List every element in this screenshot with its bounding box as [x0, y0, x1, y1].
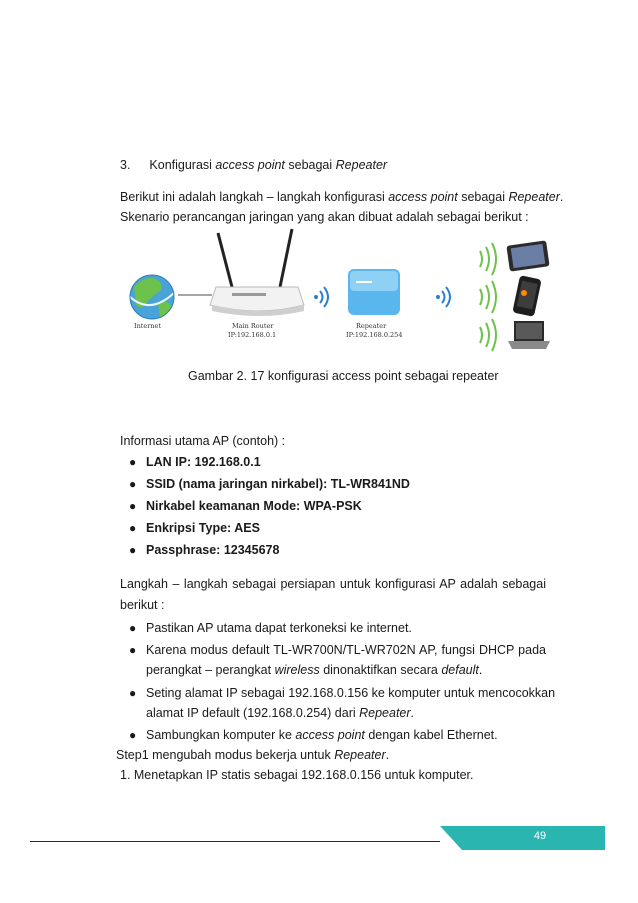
prep-paragraph-line-2: berikut : — [120, 598, 165, 612]
intro-line-1: Berikut ini adalah langkah – langkah konfigurasi access point sebagai Repeater. — [120, 190, 564, 204]
figure-caption: Gambar 2. 17 konfigurasi access point sebagai repeater — [188, 369, 499, 383]
ap-info-heading: Informasi utama AP (contoh) : — [120, 434, 286, 448]
wifi-signal-icon — [480, 243, 496, 351]
list-item: ● Pastikan AP utama dapat terkoneksi ke internet. — [129, 621, 412, 635]
wifi-signal-icon — [314, 287, 328, 307]
list-item: ● Enkripsi Type: AES — [129, 521, 260, 535]
main-router-icon — [210, 229, 304, 316]
internet-globe-icon — [128, 275, 176, 319]
section-heading — [120, 158, 387, 172]
page-number: 49 — [533, 830, 547, 842]
footer-divider — [30, 841, 440, 842]
list-item: ● Sambungkan komputer ke access point dengan kabel Ethernet. — [129, 728, 498, 742]
list-item-continuation: perangkat – perangkat wireless dinonaktifkan secara default. — [146, 663, 483, 677]
list-item: ● Passphrase: 12345678 — [129, 543, 280, 557]
step-1-substep: 1. Menetapkan IP statis sebagai 192.168.0.156 untuk komputer. — [120, 768, 474, 782]
tablet-icon — [506, 240, 549, 271]
list-item-continuation: alamat IP default (192.168.0.254) dari Repeater. — [146, 706, 415, 720]
section-title: Konfigurasi access point sebagai Repeater — [149, 158, 388, 172]
repeater-label: Repeater — [356, 322, 387, 330]
list-item: ● Seting alamat IP sebagai 192.168.0.156 ke komputer untuk mencocokkan — [129, 686, 556, 700]
repeater-ip: IP:192.168.0.254 — [346, 331, 403, 339]
internet-label: Internet — [134, 322, 161, 330]
list-item: ● Karena modus default TL-WR700N/TL-WR702N AP, fungsi DHCP pada — [129, 643, 546, 657]
network-diagram-figure — [120, 225, 550, 365]
smartphone-icon — [512, 275, 541, 317]
list-item: ● SSID (nama jaringan nirkabel): TL-WR841ND — [129, 477, 410, 491]
wifi-signal-icon — [436, 287, 450, 307]
main-router-label: Main Router — [232, 322, 274, 330]
main-router-ip: IP:192.168.0.1 — [228, 331, 277, 339]
step-1-heading: Step1 mengubah modus bekerja untuk Repeater. — [116, 748, 390, 762]
list-item: ● LAN IP: 192.168.0.1 — [129, 455, 261, 469]
section-number: 3. — [120, 158, 131, 172]
list-item: ● Nirkabel keamanan Mode: WPA-PSK — [129, 499, 362, 513]
repeater-device-icon — [348, 269, 400, 315]
laptop-icon — [508, 321, 550, 349]
intro-line-2: Skenario perancangan jaringan yang akan dibuat adalah sebagai berikut : — [120, 210, 529, 224]
prep-paragraph-line-1: Langkah – langkah sebagai persiapan untuk konfigurasi AP adalah sebagai — [120, 577, 546, 591]
